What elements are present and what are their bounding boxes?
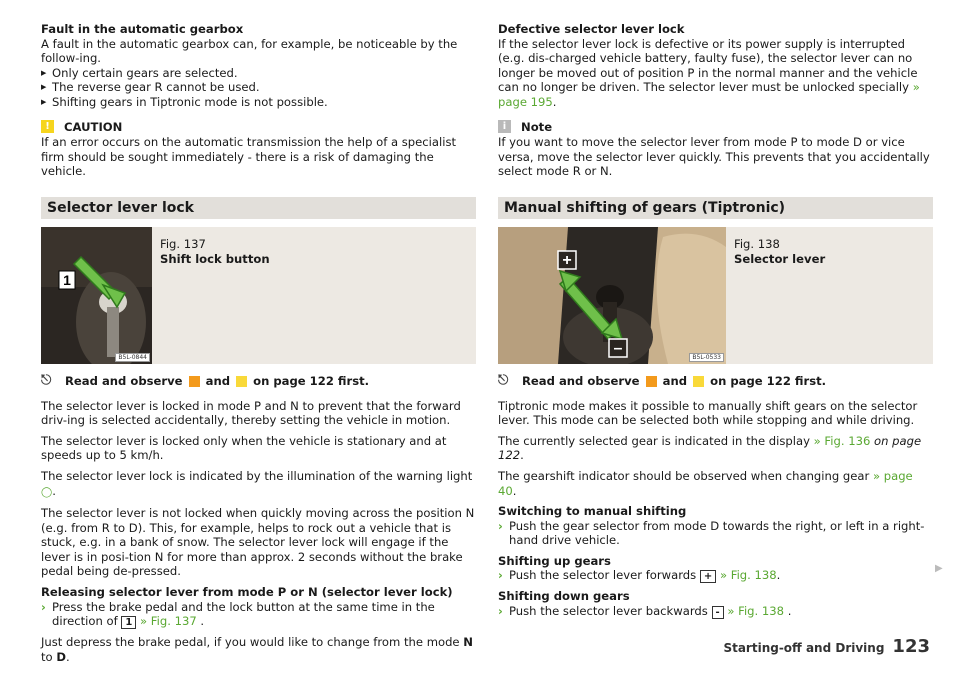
figure-138 [498,227,933,364]
release-step: › Press the brake pedal and the lock button at the same time in the direction of 1 » Fig. 137 . [41,599,435,629]
lock-para-2: The selector lever is locked only when the vehicle is stationary and at speeds up to 5 km/h. [41,433,447,463]
info-icon: i [498,120,511,133]
key-1-box: 1 [121,616,136,629]
final-para-text: Just depress the brake pedal, if you would like to change from the mode [41,635,460,650]
read-observe-pre: Read and observe [522,373,640,388]
lock-para-3: The selector lever lock is indicated by the illumination of the warning light ◯. [41,468,473,498]
switch-title: Switching to manual shifting [498,504,687,519]
read-observe-right [498,374,933,389]
caution-square-icon [236,376,247,387]
warning-square-icon [646,376,657,387]
read-observe-left [41,374,476,389]
page-footer [723,636,930,657]
down-step: › Push the selector lever backwards - » Fig. 138 . [498,604,792,619]
down-step-text: Push the selector lever backwards [509,604,708,619]
figure-137-number: Fig. 137 [160,236,206,251]
lock-para-3-text: The selector lever lock is indicated by the illumination of the warning light [41,468,473,483]
fault-bullet-1: ▶ Only certain gears are selected. [41,66,476,81]
figure-137-title: Shift lock button [160,251,270,266]
figure-138-caption [726,227,825,364]
caution-text: If an error occurs on the automatic transmission the help of a specialist firm should be sought immediately - there is a risk of damaging the vehicle. [41,135,457,179]
figure-137-code: B5L-0844 [115,353,150,362]
right-column [498,22,933,619]
svg-text:1: 1 [63,271,71,288]
section-title-selector-lock: Selector lever lock [41,197,476,219]
figure-138-image [498,227,726,364]
final-para: Just depress the brake pedal, if you would like to change from the mode N to D. [41,635,473,664]
fig-138-link-up[interactable]: » Fig. 138 [719,568,777,583]
figure-138-number: Fig. 138 [734,236,780,251]
page-40-link[interactable]: » page 40 [498,468,913,498]
continue-arrow-icon: ▶ [935,563,943,574]
read-observe-and: and [205,373,231,388]
footer-section: Starting-off and Driving [723,641,885,655]
fault-title: Fault in the automatic gearbox [41,22,244,36]
book-icon: ⎋ [498,372,509,388]
read-observe-post: on page 122 first. [710,373,827,388]
step-arrow-icon: › [498,604,503,619]
tiptronic-para-1: Tiptronic mode makes it possible to manually shift gears on the selector lever. This mode can be selected both while stopping and while driving. [498,398,918,428]
book-icon: ⎋ [41,372,52,388]
warning-square-icon [189,376,200,387]
release-step-text: Press the brake pedal and the lock button at the same time in the direction of [52,599,435,629]
figure-138-code: B5L-0533 [689,353,724,362]
release-title: Releasing selector lever from mode P or N (selector lever lock) [41,585,453,600]
note-header [498,120,933,135]
defective-text-body: If the selector lever lock is defective or its power supply is interrupted (e.g. dis-charged vehicle battery, faulty fuse), the selector lever can no longer be moved out of position P in the normal manner and the vehicle can no longer be driven. The selector lever must be unlocked specially [498,36,918,95]
section-title-tiptronic: Manual shifting of gears (Tiptronic) [498,197,933,219]
step-arrow-icon: › [498,568,503,583]
svg-text:–: – [613,339,623,357]
switch-step-text: Push the gear selector from mode D towards the right, or left in a right-hand drive vehicle. [509,518,925,548]
down-title: Shifting down gears [498,589,630,604]
fault-bullet-3: ▶ Shifting gears in Tiptronic mode is not possible. [41,95,476,110]
read-observe-pre: Read and observe [65,373,183,388]
minus-key-box: - [712,606,724,619]
fault-intro: A fault in the automatic gearbox can, for example, be noticeable by the follow-ing. [41,36,458,66]
final-mode-d: D [56,649,66,664]
lock-para-4: The selector lever is not locked when quickly moving across the position N (e.g. from R to D). This, for example, helps to rock out a vehicle that is stuck, e.g. in a bank of snow. The selector lever lock will engage if the lever is in posi-tion N for more than approx. 2 seconds without the brake pedal being de-pressed. [41,506,475,579]
left-column [41,22,476,670]
svg-text:+: + [562,251,572,269]
note-label: Note [521,119,553,134]
read-observe-and: and [662,373,688,388]
warning-light-icon: ◯ [41,486,53,498]
up-title: Shifting up gears [498,553,611,568]
final-to: to [41,649,53,664]
fault-bullet-2: ▶ The reverse gear R cannot be used. [41,80,476,95]
caution-label: CAUTION [64,119,123,134]
figure-137-caption [152,227,270,364]
page-195-link[interactable]: » page 195 [498,80,920,109]
fig-137-link[interactable]: » Fig. 137 [140,614,197,629]
lock-para-1: The selector lever is locked in mode P and N to prevent that the forward driv-ing is selected accidentally, thereby setting the vehicle in motion. [41,398,461,428]
defective-text: If the selector lever lock is defective or its power supply is interrupted (e.g. dis-charged vehicle battery, faulty fuse), the selector lever can no longer be moved out of position P in the normal manner and the vehicle can no longer be driven. The selector lever must be unlocked specially » page 195. [498,36,920,109]
caution-square-icon [693,376,704,387]
fig-136-link[interactable]: » Fig. 136 [813,433,871,448]
tiptronic-para-3: The gearshift indicator should be observed when changing gear » page 40. [498,468,913,498]
tiptronic-para-3-text: The gearshift indicator should be observed when changing gear [498,468,870,483]
step-arrow-icon: › [41,599,46,614]
figure-138-title: Selector lever [734,251,826,266]
caution-header [41,120,476,135]
defective-title: Defective selector lever lock [498,22,685,36]
page-number: 123 [892,636,930,657]
fig-138-link-down[interactable]: » Fig. 138 [727,604,785,619]
note-text: If you want to move the selector lever from mode P to mode D or vice versa, move the selector lever quickly. This prevents that you accidentally select mode R or N. [498,135,930,179]
tiptronic-para-2-text: The currently selected gear is indicated in the display [498,433,810,448]
switch-step [498,519,933,548]
on-page-122: on page 122 [498,433,922,463]
tiptronic-para-2: The currently selected gear is indicated in the display » Fig. 136 on page 122. [498,433,922,463]
plus-key-box: + [700,570,716,583]
final-mode-n: N [463,635,473,650]
caution-icon: ! [41,120,54,133]
figure-137-image [41,227,152,364]
figure-137 [41,227,476,364]
up-step-text: Push the selector lever forwards [509,568,697,583]
read-observe-post: on page 122 first. [253,373,370,388]
up-step: › Push the selector lever forwards + » Fig. 138. [498,568,781,583]
step-arrow-icon: › [498,518,503,533]
